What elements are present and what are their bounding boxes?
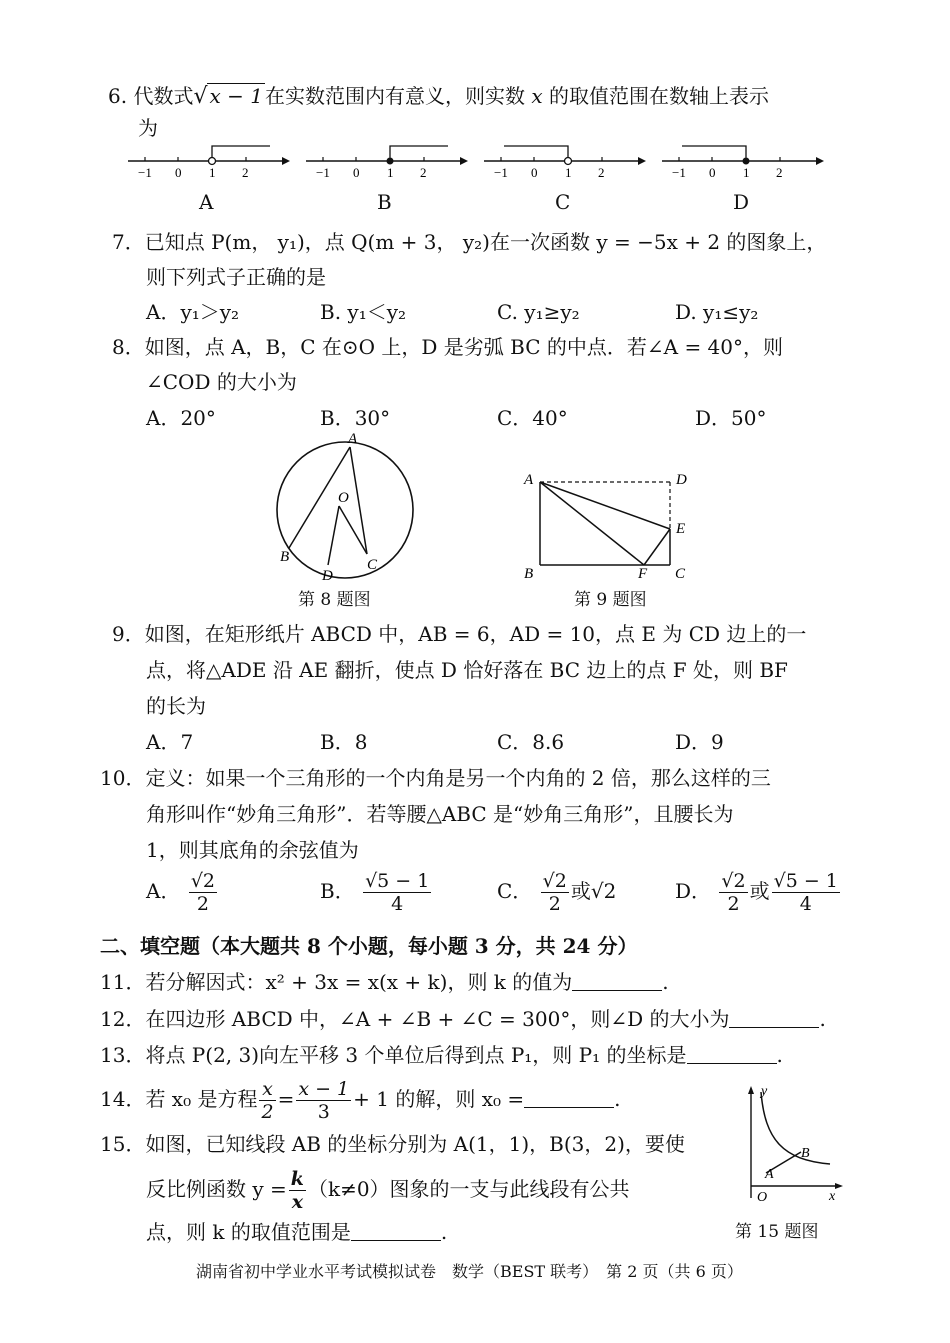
denominator: 3 (317, 1101, 330, 1123)
sqrt-2: √2 (590, 879, 617, 903)
point-label-e: E (676, 521, 686, 537)
q10-text: 定义：如果一个三角形的一个内角是另一个内角的 2 倍，那么这样的三 (145, 766, 771, 790)
answer-blank[interactable] (687, 1043, 777, 1064)
equals: = (277, 1087, 295, 1111)
tick-label: 1 (387, 165, 394, 180)
question-number: 9． (112, 622, 145, 646)
segment-af (540, 482, 644, 565)
q10-line3: 1，则其底角的余弦值为 (146, 838, 359, 862)
answer-blank[interactable] (729, 1007, 819, 1028)
denominator: 2 (261, 1101, 274, 1123)
period: . (662, 970, 669, 994)
period: . (614, 1087, 621, 1111)
numerator: x − 1 (298, 1078, 350, 1100)
q7-option-c: C. y₁≥y₂ (497, 300, 580, 324)
page-footer: 湖南省初中学业水平考试模拟试卷 数学（BEST 联考） 第 2 页（共 6 页） (196, 1262, 743, 1281)
q7-option-b: B. y₁＜y₂ (320, 300, 407, 324)
q14-text: 若 x₀ 是方程 (145, 1087, 258, 1111)
number-line-a (128, 146, 290, 180)
numerator: x (259, 1078, 275, 1101)
point-label-o: O (338, 490, 349, 506)
option-letter: D． (675, 879, 712, 903)
q15-line3 (146, 1218, 447, 1246)
figure-15-caption: 第 15 题图 (735, 1222, 819, 1242)
q7-line1 (112, 228, 826, 256)
point-label-d: D (322, 568, 333, 584)
figure-9 (515, 465, 695, 585)
question-number: 11． (100, 970, 146, 994)
question-number: 13． (100, 1043, 146, 1067)
q15-text: 点，则 k 的取值范围是 (146, 1220, 351, 1244)
tick-label: 0 (175, 165, 182, 180)
q10-option-c (497, 870, 616, 915)
fraction (541, 870, 569, 915)
number-line-d (662, 146, 824, 180)
answer-blank[interactable] (351, 1220, 441, 1241)
q9-option-b: B．8 (320, 730, 368, 754)
point-label-b: B (524, 566, 534, 582)
tick-label: 0 (353, 165, 360, 180)
fraction (363, 870, 431, 915)
period: . (776, 1043, 783, 1067)
point-label-a: A (765, 1167, 774, 1182)
q8-option-b: B．30° (320, 406, 391, 430)
q8-line2: ∠COD 的大小为 (146, 370, 297, 394)
option-label-d: D (733, 190, 750, 214)
number-line-c (484, 146, 646, 180)
hyperbola-curve (761, 1092, 830, 1164)
denominator: 4 (391, 893, 404, 915)
q7-option-a: A．y₁＞y₂ (146, 300, 240, 324)
q7-option-d: D. y₁≤y₂ (675, 300, 759, 324)
option-letter: C． (497, 879, 533, 903)
radical: x − 1 (209, 84, 263, 108)
option-letter: A． (146, 879, 181, 903)
q15-text: （k≠0）图象的一支与此线段有公共 (307, 1177, 630, 1201)
q8-text: 如图，点 A，B，C 在⊙O 上，D 是劣弧 BC 的中点．若∠A = 40°，则 (144, 335, 784, 359)
q9-option-d: D．9 (675, 730, 724, 754)
number-line-b (306, 146, 468, 180)
option-label-b: B (377, 190, 392, 214)
question-number: 8． (112, 335, 145, 359)
y-axis-arrow (748, 1086, 754, 1094)
tick-label: −1 (138, 165, 152, 180)
q13-text: 将点 P(2, 3)向左平移 3 个单位后得到点 P₁，则 P₁ 的坐标是 (145, 1043, 687, 1067)
segment-od (328, 506, 339, 565)
q6-line1: 6. 代数式√ x − 1 在实数范围内有意义，则实数 x 的取值范围在数轴上表示 (108, 84, 769, 109)
q10-option-d (675, 870, 842, 915)
tick-label: 0 (531, 165, 538, 180)
question-number: 7． (112, 230, 145, 254)
q10-option-a (146, 870, 219, 915)
option-letter: B． (320, 879, 355, 903)
tick-label: −1 (494, 165, 508, 180)
x-axis-arrow (835, 1183, 843, 1189)
q15-line2 (146, 1168, 630, 1213)
segment-fe (644, 529, 670, 565)
q8-line1 (112, 333, 783, 361)
q7-text: 已知点 P(m， y₁)，点 Q(m + 3， y₂)在一次函数 y = −5x + 2 的图象上， (144, 230, 827, 254)
tick-label: 1 (209, 165, 216, 180)
q15-line1 (100, 1130, 685, 1158)
q9-line2: 点，将△ADE 沿 AE 翻折，使点 D 恰好落在 BC 边上的点 F 处，则 BF (146, 658, 788, 682)
circle-o (277, 442, 413, 578)
denominator: 2 (196, 893, 209, 915)
q10-line1 (100, 764, 771, 792)
q8-option-d: D．50° (695, 406, 767, 430)
option-label-a: A (199, 190, 214, 214)
or-word: 或 (570, 879, 591, 903)
figure-9-caption: 第 9 题图 (574, 590, 647, 610)
denominator: 2 (548, 893, 561, 915)
section-title: 二、填空题（本大题共 8 个小题，每小题 3 分，共 24 分） (100, 934, 638, 958)
q6-text: 在实数范围内有意义，则实数 (264, 84, 525, 108)
question-number: 14． (100, 1087, 146, 1111)
point-label-b: B (801, 1146, 810, 1161)
q11-text: 若分解因式：x² + 3x = x(x + k)，则 k 的值为 (145, 970, 573, 994)
q9-option-c: C．8.6 (497, 730, 565, 754)
fraction (296, 1078, 351, 1123)
q15-text: 反比例函数 y = (146, 1177, 287, 1201)
question-number: 10． (100, 766, 146, 790)
figure-8-caption: 第 8 题图 (298, 590, 371, 610)
option-label-c: C (555, 190, 571, 214)
denominator: x (291, 1191, 304, 1213)
axis-label-x: x (829, 1189, 836, 1204)
fraction (259, 1078, 275, 1123)
fraction (189, 870, 217, 915)
axis-label-y: y (761, 1084, 768, 1099)
figure-8 (268, 428, 428, 588)
tick-label: −1 (316, 165, 330, 180)
q15-text: 如图，已知线段 AB 的坐标分别为 A(1，1)，B(3，2)，要使 (145, 1132, 685, 1156)
q10-option-b (320, 870, 433, 915)
point-label-d: D (676, 472, 687, 488)
question-number: 12． (100, 1007, 146, 1031)
fraction (772, 870, 840, 915)
numerator: √2 (721, 870, 746, 892)
q9-text: 如图，在矩形纸片 ABCD 中，AB = 6，AD = 10，点 E 为 CD 边上的一 (144, 622, 807, 646)
denominator: 2 (727, 893, 740, 915)
q12 (100, 1005, 826, 1033)
numerator: √5 − 1 (365, 870, 430, 892)
q6-line2: 为 (138, 116, 158, 140)
answer-blank[interactable] (572, 970, 662, 991)
answer-blank[interactable] (524, 1087, 614, 1108)
q9-line1 (112, 620, 806, 648)
point-label-a: A (348, 431, 358, 447)
period: . (819, 1007, 826, 1031)
q9-option-a: A．7 (146, 730, 194, 754)
q8-option-a: A．20° (146, 406, 216, 430)
tick-label: 2 (776, 165, 783, 180)
q6-text: 的取值范围在数轴上表示 (548, 84, 769, 108)
q7-line2: 则下列式子正确的是 (146, 265, 326, 289)
tick-label: 2 (242, 165, 249, 180)
point-label-b: B (280, 549, 290, 565)
numerator: √2 (190, 870, 216, 892)
q9-line3: 的长为 (146, 694, 206, 718)
figure-15 (735, 1080, 850, 1205)
q8-option-c: C．40° (497, 406, 568, 430)
tick-label: 2 (420, 165, 427, 180)
tick-label: 0 (709, 165, 716, 180)
fraction (719, 870, 747, 915)
q13 (100, 1041, 783, 1069)
fraction (289, 1168, 306, 1213)
q12-text: 在四边形 ABCD 中，∠A + ∠B + ∠C = 300°，则∠D 的大小为 (145, 1007, 730, 1031)
point-label-a: A (524, 472, 534, 488)
denominator: 4 (799, 893, 812, 915)
question-number: 6. (108, 84, 128, 108)
q6-text: 代数式 (133, 84, 194, 108)
q6-number-lines (120, 140, 850, 185)
q11 (100, 968, 669, 996)
point-label-f: F (638, 566, 648, 582)
q14 (100, 1078, 620, 1123)
origin-label: O (757, 1190, 768, 1205)
tick-label: 2 (598, 165, 605, 180)
numerator: k (290, 1168, 304, 1190)
point-label-c: C (367, 557, 378, 573)
q10-line2: 角形叫作“妙角三角形”．若等腰△ABC 是“妙角三角形”，且腰长为 (146, 802, 734, 826)
question-number: 15． (100, 1132, 146, 1156)
q14-text: + 1 的解，则 x₀ = (353, 1087, 525, 1111)
or-word: 或 (749, 879, 770, 903)
tick-label: 1 (565, 165, 572, 180)
tick-label: −1 (672, 165, 686, 180)
tick-label: 1 (743, 165, 750, 180)
period: . (440, 1220, 448, 1244)
numerator: √5 − 1 (773, 870, 838, 892)
point-label-c: C (675, 566, 686, 582)
fold-ae (540, 482, 670, 529)
numerator: √2 (542, 870, 567, 892)
variable-x: x (531, 84, 543, 108)
